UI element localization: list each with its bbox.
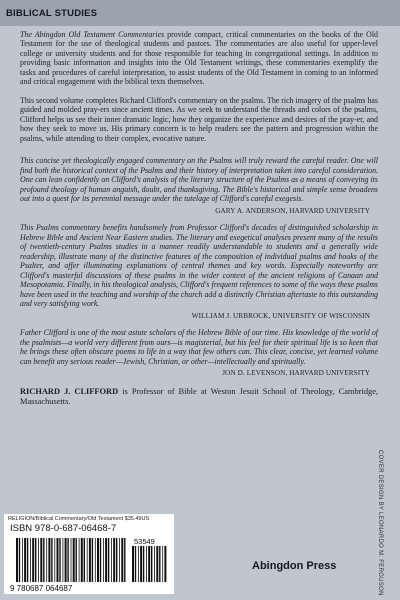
ean-digits: 9 780687 064687 <box>10 584 73 593</box>
volume-description: This second volume completes Richard Clifford's commentary on the psalms. The rich imagery of the psalms has guided and molded pray-ers since ancient times. As we seek to understand the threads and colors of the psalms, Clifford helps us see their inner dramatic logic, how they organize the experience and desires of the pray-er, and how they seek to move us. His primary concern is to help readers see the pattern and progression within the psalms, while attending to their complex, evocative nature. <box>20 95 378 143</box>
series-title: The Abingdon Old Testament Commentaries <box>20 30 165 39</box>
ean-barcode-bars <box>16 538 126 582</box>
author-bio <box>20 387 378 408</box>
endorsement-attribution: WILLIAM J. URBROCK, UNIVERSITY OF WISCONSIN <box>191 311 370 320</box>
publisher-logo: Abingdon Press <box>252 560 337 572</box>
endorsement-attribution: JON D. LEVENSON, HARVARD UNIVERSITY <box>222 369 370 378</box>
addon-barcode-bars <box>132 546 166 582</box>
endorsement <box>20 328 378 378</box>
endorsement-text: This Psalms commentary benefits handsomely from Professor Clifford's decades of distinguished scholarship in Hebrew Bible and Ancient Near Eastern studies. The literary and exegetical analyses present many of the results of twentieth-century Psalms studies in a manner readily understandable to students and a generally wide readership, illustrate many of the distinctive features of the composition of individual psalms and books of the Psalter, and offer illuminating explanations of central themes and key words. Especially noteworthy are Clifford's masterful discussions of these psalms in the wider context of the ancient religions of Canaan and Mesopotamia. Finally, in his theological analysis, Clifford's frequent references to some of the ways these psalms have been used in the teaching and worship of the church add a distinctly Christian aftertaste to this outstanding and very satisfying work. <box>20 223 378 309</box>
author-bio-text: is Professor of Bible at Weston Jesuit School of Theology, Cambridge, Massachusetts. <box>20 386 379 407</box>
barcode-graphic <box>8 538 170 594</box>
intro-text: provide compact, critical commentaries on the books of the Old Testament for the use of theological students and pastors. The commentaries are also useful for upper-level college or university students and for those responsible for teaching in congregational settings. In addition to providing basic information and insights into the Old Testament writings, these commentaries exemplify the tasks and procedures of careful interpretation, to assist students of the Old Testament in coming to an informed and critical engagement with the biblical texts themselves. <box>20 30 378 87</box>
cover-design-credit: COVER DESIGN BY LEONARDO M. FERGUSON <box>377 450 383 596</box>
endorsement-attribution: GARY A. ANDERSON, HARVARD UNIVERSITY <box>215 206 370 215</box>
addon-digits: 53549 <box>134 538 155 546</box>
endorsement-text: This concise yet theologically engaged commentary on the Psalms will truly reward the careful reader. One will find both the historical context of the Psalms and their history of interpretation taken into careful consideration. One can lean confidently on Clifford's analysis of the literary structure of the Psalms as a means of conveying its profound theology of human anguish, doubt, and thanksgiving. The Bible's historical and simple sense broadens out into a quest for its perennial message under the tutelage of Clifford's careful exegesis. <box>20 156 378 204</box>
category-label: BIBLICAL STUDIES <box>6 8 98 19</box>
price-category-line: RELIGION/Biblical Commentary/Old Testament $35.49US <box>8 516 150 522</box>
isbn-number: ISBN 978-0-687-06468-7 <box>10 523 117 534</box>
endorsement <box>20 223 378 320</box>
isbn-barcode-block <box>4 514 174 594</box>
author-name: RICHARD J. CLIFFORD <box>20 386 119 396</box>
endorsement <box>20 156 378 215</box>
intro-paragraph <box>20 30 378 87</box>
endorsement-text: Father Clifford is one of the most astute scholars of the Hebrew Bible of our time. His knowledge of the world of the psalmists—a world very different from ours—is magisterial, but his feel for their spiritual life is so keen that he brings these often obscure poems to life in a way that few others can. This clear, concise, yet learned volume can benefit any serious reader—Jewish, Christian, or other—intellectually and spiritually. <box>20 328 378 366</box>
cover-text-area <box>20 30 378 408</box>
